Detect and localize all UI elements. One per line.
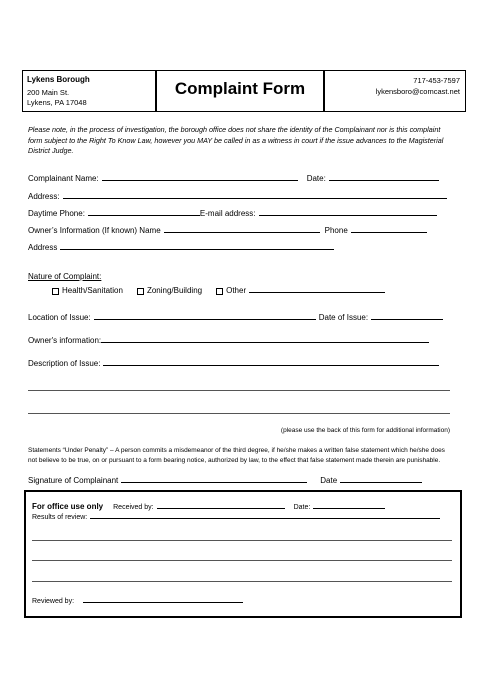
penalty-statement: Statements “Under Penalty” – A person commits a misdemeanor of the third degree, if he/she makes a written false statement which he/she does not believe to be true, on or pursuant to a form bearing notice, authorized by law, to the effect that false statement made therein are punishable. xyxy=(28,447,445,464)
signature-row xyxy=(28,476,452,485)
complainant-name-field[interactable] xyxy=(102,179,298,181)
date-field[interactable] xyxy=(329,179,439,181)
description-label: Description of Issue: xyxy=(28,359,101,368)
daytime-phone-field[interactable] xyxy=(88,214,200,216)
address-label: Address: xyxy=(28,192,60,201)
zoning-option-label: Zoning/Building xyxy=(146,286,203,295)
owner-address-label: Address xyxy=(28,243,58,252)
owner-phone-label: Phone xyxy=(324,226,348,235)
other-option-label: Other xyxy=(226,286,247,295)
description-line-2[interactable] xyxy=(28,390,450,391)
nature-of-complaint-label: Nature of Complaint: xyxy=(28,272,102,281)
results-label: Results of review: xyxy=(32,514,88,521)
complainant-name-row xyxy=(28,174,452,183)
back-note: (please use the back of this form for additional information) xyxy=(280,427,450,434)
page-title: Complaint Form xyxy=(174,79,306,98)
office-date-field[interactable] xyxy=(313,507,385,509)
health-option-label: Health/Sanitation xyxy=(62,286,123,295)
owner-address-row xyxy=(28,243,452,252)
received-by-label: Received by: xyxy=(113,504,154,511)
owners-information-row xyxy=(28,336,452,345)
office-use-title: For office use only xyxy=(32,502,104,511)
other-checkbox[interactable] xyxy=(216,288,223,295)
date-of-issue-field[interactable] xyxy=(371,318,443,320)
other-field[interactable] xyxy=(249,291,385,293)
email-address-field[interactable] xyxy=(259,214,437,216)
location-field[interactable] xyxy=(94,318,316,320)
privacy-notice: Please note, in the process of investigation, the borough office does not share the identity of the Complainant nor is this complaint form subject to the Right To Know Law, however you MAY be called in as a witness in court if the issue advances to the Magisterial District Judge. xyxy=(28,125,444,155)
office-use-box xyxy=(24,490,462,618)
owner-phone-field[interactable] xyxy=(351,231,427,233)
description-line-3[interactable] xyxy=(28,413,450,414)
results-line-2[interactable] xyxy=(32,540,452,541)
org-info-box xyxy=(22,70,156,112)
owner-name-label: Owner’s Information (If known) Name xyxy=(28,226,161,235)
signature-field[interactable] xyxy=(121,481,307,483)
owners-information-label: Owner's information: xyxy=(28,336,102,345)
email-address-label: E-mail address: xyxy=(199,209,256,218)
complainant-name-label: Complainant Name: xyxy=(28,174,99,183)
results-line-3[interactable] xyxy=(32,560,452,561)
contact-box xyxy=(324,70,466,112)
reviewed-by-label: Reviewed by: xyxy=(32,598,75,605)
office-received-row xyxy=(32,502,388,511)
description-row xyxy=(28,359,452,368)
results-field[interactable] xyxy=(90,517,440,519)
reviewed-by-field[interactable] xyxy=(83,601,243,603)
location-label: Location of Issue: xyxy=(28,313,91,322)
date-label: Date: xyxy=(306,174,326,183)
received-by-field[interactable] xyxy=(157,507,285,509)
results-row xyxy=(32,514,443,521)
signature-date-label: Date xyxy=(320,476,338,485)
phone-email-row xyxy=(28,209,452,218)
address-field[interactable] xyxy=(63,197,447,199)
description-field[interactable] xyxy=(103,364,439,366)
office-date-label: Date: xyxy=(293,504,311,511)
reviewed-by-row xyxy=(32,598,246,605)
location-row xyxy=(28,313,452,322)
date-of-issue-label: Date of Issue: xyxy=(318,313,369,322)
org-address-line2: Lykens, PA 17048 xyxy=(27,98,87,107)
signature-date-field[interactable] xyxy=(340,481,422,483)
zoning-checkbox[interactable] xyxy=(137,288,144,295)
complaint-options-row xyxy=(52,286,388,295)
org-name: Lykens Borough xyxy=(27,75,90,84)
signature-label: Signature of Complainant xyxy=(28,476,119,485)
owners-information-field[interactable] xyxy=(101,341,429,343)
owner-name-field[interactable] xyxy=(164,231,320,233)
address-row xyxy=(28,192,452,201)
contact-phone: 717-453-7597 xyxy=(413,76,460,85)
owner-address-field[interactable] xyxy=(60,248,334,250)
title-box xyxy=(156,70,324,112)
daytime-phone-label: Daytime Phone: xyxy=(28,209,85,218)
owner-info-row xyxy=(28,226,452,235)
health-checkbox[interactable] xyxy=(52,288,59,295)
org-address-line1: 200 Main St. xyxy=(27,88,70,97)
contact-email: lykensboro@comcast.net xyxy=(375,87,460,96)
results-line-4[interactable] xyxy=(32,581,452,582)
